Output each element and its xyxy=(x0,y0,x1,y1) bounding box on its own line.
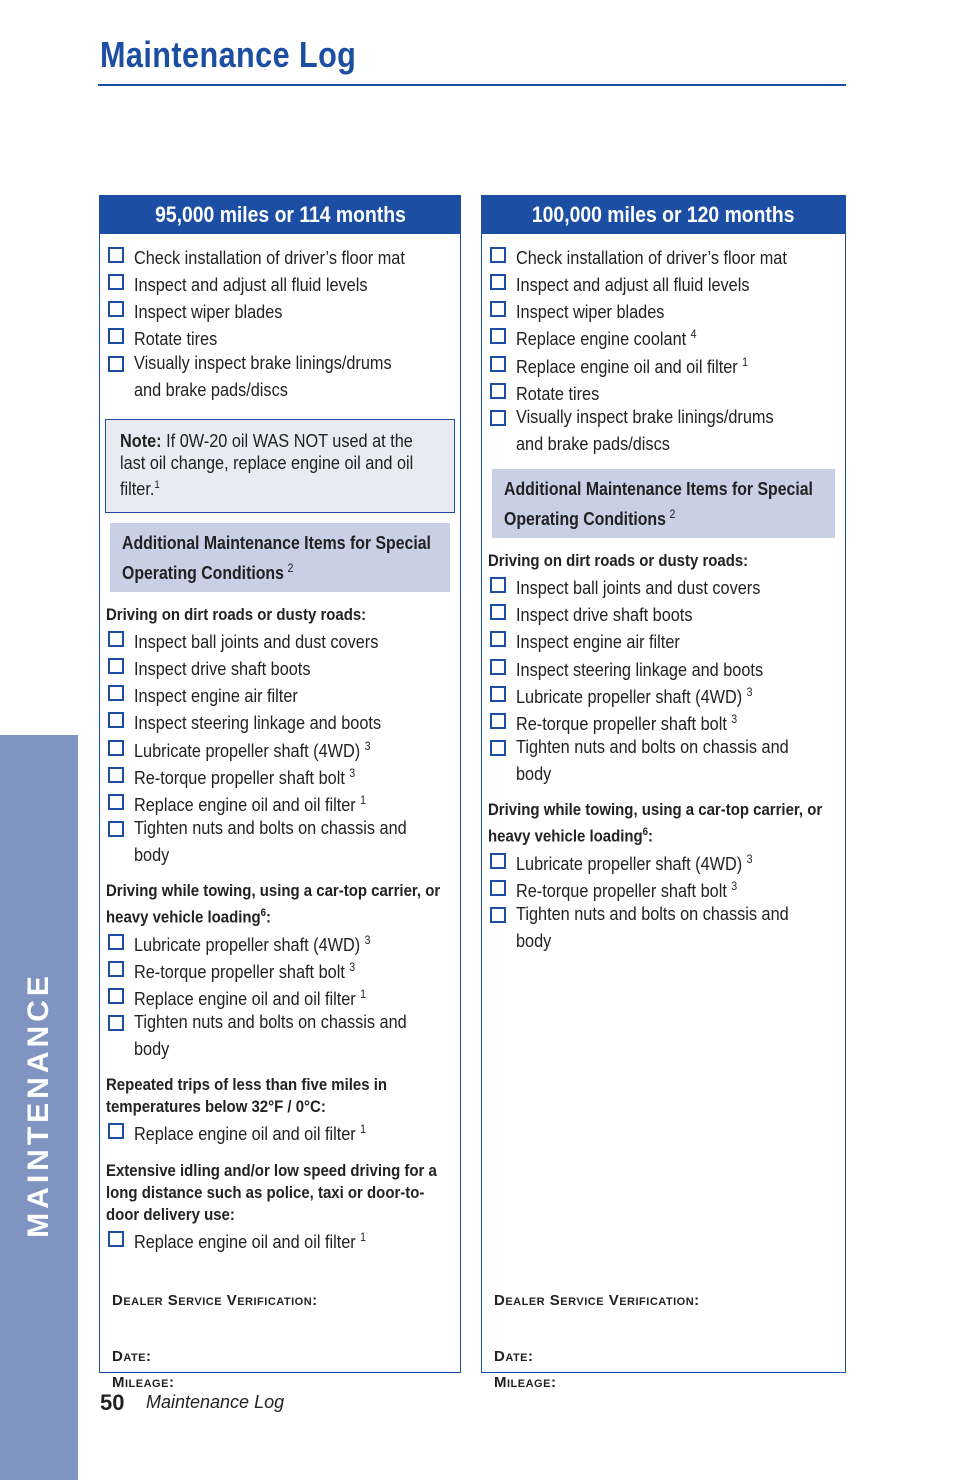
checkbox[interactable] xyxy=(490,713,506,729)
checklist-item-text: Tighten nuts and bolts on chassis and body xyxy=(134,1011,407,1060)
checkbox[interactable] xyxy=(108,631,124,647)
mileage-label: Mileage: xyxy=(112,1374,175,1391)
checklist-item xyxy=(488,296,839,323)
checkbox[interactable] xyxy=(490,853,506,869)
footnote-ref: 4 xyxy=(690,327,697,342)
checklist-item xyxy=(488,405,839,455)
checklist-item xyxy=(106,269,454,296)
condition-title: Driving on dirt roads or dusty roads: xyxy=(106,604,367,624)
checklist-item-text: Replace engine oil and oil filter xyxy=(134,988,356,1010)
checkbox[interactable] xyxy=(108,1231,124,1247)
checklist-item-text: Inspect engine air filter xyxy=(516,631,680,653)
column-body xyxy=(100,234,460,1391)
checklist-item-text: Lubricate propeller shaft (4WD) xyxy=(516,685,743,707)
checkbox[interactable] xyxy=(490,577,506,593)
checkbox[interactable] xyxy=(108,740,124,756)
condition-groups xyxy=(488,550,839,952)
mileage-label: Mileage: xyxy=(494,1374,557,1391)
checklist-item-text: Visually inspect brake linings/drums and brake pads/discs xyxy=(134,351,392,400)
checkbox[interactable] xyxy=(108,356,124,372)
checkbox[interactable] xyxy=(490,383,506,399)
checkbox[interactable] xyxy=(108,301,124,317)
checklist-item xyxy=(106,323,454,350)
side-tab-label: MAINTENANCE xyxy=(22,972,55,1238)
footnote-ref: 6 xyxy=(260,907,267,920)
checklist-item xyxy=(488,351,839,378)
column-header: 100,000 miles or 120 months xyxy=(482,196,845,234)
checkbox[interactable] xyxy=(490,301,506,317)
condition-title: Driving on dirt roads or dusty roads: xyxy=(488,551,749,571)
checklist-item xyxy=(488,323,839,350)
checklist-item xyxy=(106,816,454,866)
checkbox[interactable] xyxy=(108,934,124,950)
oil-note xyxy=(105,419,455,513)
checkbox[interactable] xyxy=(108,274,124,290)
checkbox[interactable] xyxy=(490,328,506,344)
note-text: If 0W-20 oil WAS NOT used at the last oil change, replace engine oil and oil filter. xyxy=(120,429,414,499)
checklist-item-text: Re-torque propeller shaft bolt xyxy=(516,713,727,735)
checklist-item-text: Replace engine oil and oil filter xyxy=(516,355,738,377)
additional-items-heading: Additional Maintenance Items for Special Operating Conditions $^2$ xyxy=(110,523,450,592)
date-label: Date: xyxy=(494,1348,534,1365)
checklist-item-text: Inspect and adjust all fluid levels xyxy=(134,274,368,296)
checklist-item xyxy=(106,680,454,707)
checklist-item xyxy=(488,708,839,735)
checkbox[interactable] xyxy=(490,880,506,896)
checklist-item-text: Lubricate propeller shaft (4WD) xyxy=(134,934,361,955)
checklist-item xyxy=(106,956,454,983)
footnote-ref: 1 xyxy=(742,354,749,369)
checklist-item-text: Inspect steering linkage and boots xyxy=(134,712,382,734)
checklist-item xyxy=(106,1010,454,1060)
footnote-ref: 6 xyxy=(642,826,649,839)
condition-title: Driving while towing, using a car-top carrier, or heavy vehicle loading$^6$: xyxy=(106,881,441,927)
checklist-item-text: Inspect wiper blades xyxy=(516,301,665,323)
checklist-item-text: Replace engine oil and oil filter xyxy=(134,1230,356,1252)
checklist-item-text: Tighten nuts and bolts on chassis and body xyxy=(516,903,789,952)
column-100000-miles xyxy=(481,195,846,1391)
checklist-item-text: Check installation of driver’s floor mat xyxy=(134,247,405,269)
checkbox[interactable] xyxy=(490,659,506,675)
checkbox[interactable] xyxy=(490,274,506,290)
footnote-ref: 3 xyxy=(731,879,738,893)
checklist-item-text: Re-torque propeller shaft bolt xyxy=(134,766,345,788)
date-label: Date: xyxy=(112,1348,152,1365)
checklist-item-text: Inspect drive shaft boots xyxy=(516,604,693,626)
footnote-ref: 3 xyxy=(364,932,371,947)
checklist-item xyxy=(106,707,454,734)
checklist-item-text: Inspect wiper blades xyxy=(134,301,283,323)
checklist-item-text: Replace engine oil and oil filter xyxy=(134,794,356,816)
additional-items-heading: Additional Maintenance Items for Special Operating Conditions $^2$ xyxy=(492,469,835,538)
checkbox[interactable] xyxy=(490,907,506,923)
checkbox[interactable] xyxy=(490,686,506,702)
checklist-item-text: Rotate tires xyxy=(134,328,218,350)
note-footnote: 1 xyxy=(154,478,160,491)
checklist-item-text: Inspect and adjust all fluid levels xyxy=(516,274,750,296)
checklist-item-text: Check installation of driver’s floor mat xyxy=(516,247,787,269)
checkbox[interactable] xyxy=(108,794,124,810)
checklist-item xyxy=(106,653,454,680)
checklist-item xyxy=(106,1226,454,1253)
footnote-ref: 3 xyxy=(364,738,371,753)
footnote-ref: 3 xyxy=(349,765,356,780)
checklist-item xyxy=(488,242,839,269)
checklist-item xyxy=(488,902,839,952)
condition-title: Extensive idling and/or low speed driving for a long distance such as police, taxi or door-to-door delivery use: xyxy=(106,1160,437,1224)
title-divider xyxy=(98,84,846,86)
checkbox[interactable] xyxy=(108,1015,124,1031)
checklist-item xyxy=(488,654,839,681)
checklist-item-text: Replace engine oil and oil filter xyxy=(134,1123,356,1145)
column-body xyxy=(482,234,845,1391)
checkbox[interactable] xyxy=(490,410,506,426)
checklist-item-text: Lubricate propeller shaft (4WD) xyxy=(516,853,743,874)
checklist-item-text: Rotate tires xyxy=(516,382,600,404)
checkbox[interactable] xyxy=(108,821,124,837)
checkbox[interactable] xyxy=(108,988,124,1004)
footnote-ref: 3 xyxy=(746,684,753,699)
checklist-item xyxy=(106,351,454,401)
condition-title: Driving while towing, using a car-top carrier, or heavy vehicle loading$^6$: xyxy=(488,800,823,846)
checkbox[interactable] xyxy=(108,247,124,263)
note-label: Note: xyxy=(120,429,162,451)
checklist-item xyxy=(488,848,839,875)
checklist-item xyxy=(106,296,454,323)
checklist-item xyxy=(488,681,839,708)
checklist-item xyxy=(106,735,454,762)
dealer-verification-label: Dealer Service Verification: xyxy=(494,1292,700,1309)
checkbox[interactable] xyxy=(490,631,506,647)
checkbox[interactable] xyxy=(108,658,124,674)
condition-groups xyxy=(106,604,454,1253)
page-title: Maintenance Log xyxy=(100,34,357,75)
checklist-item xyxy=(488,269,839,296)
footnote-ref: 3 xyxy=(731,711,738,726)
checklist-item-text: Tighten nuts and bolts on chassis and body xyxy=(134,817,407,866)
checklist-item-text: Re-torque propeller shaft bolt xyxy=(516,880,727,902)
checklist-item-text: Re-torque propeller shaft bolt xyxy=(134,961,345,983)
checkbox[interactable] xyxy=(490,247,506,263)
checklist-item xyxy=(488,378,839,405)
footnote-ref: 3 xyxy=(746,851,753,866)
checklist-item-text: Visually inspect brake linings/drums and brake pads/discs xyxy=(516,405,774,455)
checklist-item-text: Inspect ball joints and dust covers xyxy=(134,631,379,653)
column-header: 95,000 miles or 114 months xyxy=(100,196,460,234)
checklist-item-text: Lubricate propeller shaft (4WD) xyxy=(134,739,361,761)
checkbox[interactable] xyxy=(108,685,124,701)
checklist-item-text: Tighten nuts and bolts on chassis and body xyxy=(516,736,789,785)
checklist-item-text: Replace engine coolant xyxy=(516,328,687,350)
checklist-item xyxy=(488,735,839,785)
footer-label: Maintenance Log xyxy=(146,1392,285,1412)
checkbox[interactable] xyxy=(108,328,124,344)
checkbox[interactable] xyxy=(108,712,124,728)
footnote-ref: 1 xyxy=(360,792,367,807)
checklist-item xyxy=(488,599,839,626)
checkbox[interactable] xyxy=(108,1123,124,1139)
checklist-item xyxy=(106,789,454,816)
checkbox[interactable] xyxy=(490,604,506,620)
footnote-ref: 1 xyxy=(360,1229,367,1244)
footnote-ref: 3 xyxy=(349,960,356,974)
checklist-item xyxy=(106,762,454,789)
column-95000-miles xyxy=(99,195,461,1391)
checklist-item xyxy=(106,1118,454,1145)
checkbox[interactable] xyxy=(108,767,124,783)
page-number: 50 xyxy=(100,1390,125,1415)
checklist-item xyxy=(106,242,454,269)
checklist-item-text: Inspect ball joints and dust covers xyxy=(516,577,761,599)
standard-items xyxy=(488,242,839,455)
dealer-verification-label: Dealer Service Verification: xyxy=(112,1292,318,1309)
checkbox[interactable] xyxy=(490,356,506,372)
checklist-item xyxy=(488,626,839,653)
checklist-item xyxy=(106,626,454,653)
footnote-ref: 1 xyxy=(360,987,367,1002)
standard-items xyxy=(106,242,454,401)
checklist-item xyxy=(488,572,839,599)
checklist-item xyxy=(106,983,454,1010)
condition-title: Repeated trips of less than five miles in temperatures below 32°F / 0°C: xyxy=(106,1075,388,1117)
checkbox[interactable] xyxy=(490,740,506,756)
checklist-item-text: Inspect engine air filter xyxy=(134,685,298,707)
footnote-ref: 1 xyxy=(360,1122,367,1137)
checklist-item xyxy=(488,875,839,902)
checklist-item xyxy=(106,929,454,956)
checkbox[interactable] xyxy=(108,961,124,977)
checklist-item-text: Inspect drive shaft boots xyxy=(134,658,311,680)
checklist-item-text: Inspect steering linkage and boots xyxy=(516,658,764,680)
